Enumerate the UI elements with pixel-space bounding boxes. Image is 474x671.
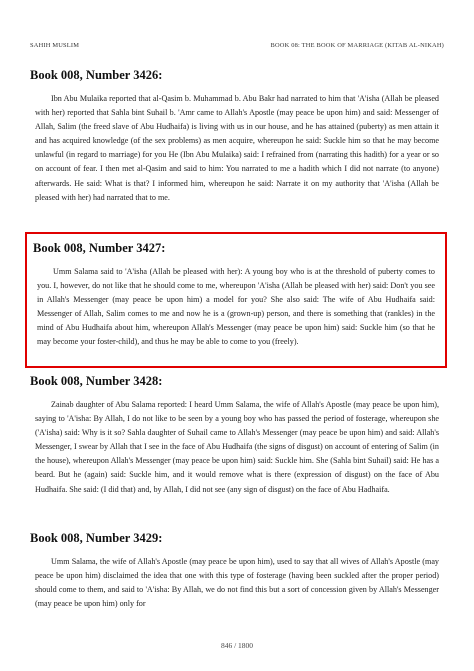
hadith-text: Umm Salama said to 'A'isha (Allah be pleased with her): A young boy who is at the threshold of puberty comes to you. I, however, do not like that he should come to me, whereupon 'A'isha (Allah be pleased with her) said: Don't you see in Allah's Messenger (may peace be upon him) a model for you? She also said: The wife of Abu Hudhaifa said: Messenger of Allah, Salim comes to me and now he is a (grown-up) person, and there is something that (rankles) in the mind of Abu Hudhaifa about him, whereupon Allah's Messenger (may peace be upon him) said: Suckle him (so that he may become your foster-child), and thus he may be able to come to you (freely). (37, 267, 435, 347)
hadith-heading: Book 008, Number 3426: (30, 68, 163, 82)
hadith-heading: Book 008, Number 3427: (33, 241, 166, 255)
running-header (30, 42, 444, 54)
page-number: 846 / 1800 (220, 641, 254, 650)
hadith-heading: Book 008, Number 3429: (30, 531, 163, 545)
hadith-text: Umm Salama, the wife of Allah's Apostle (may peace be upon him), used to say that all wives of Allah's Apostle (may peace be upon him) disclaimed the idea that one with this type of fosterage (having been suckled after the proper period) should come to them, and said to 'A'isha: By Allah, we do not find this but a sort of concession given by Allah's Messenger (may peace be upon him) only for (35, 557, 439, 609)
hadith-section (30, 68, 444, 205)
hadith-heading: Book 008, Number 3428: (30, 374, 163, 388)
hadith-text: Zainab daughter of Abu Salama reported: I heard Umm Salama, the wife of Allah's Apostle (may peace be upon him), saying to 'A'isha: By Allah, I do not like to be seen by a young boy who has passed the period of fosterage, whereupon she ('A'isha) said: Why is it so? Sahla daughter of Suhail came to Allah's Messenger (may peace be upon him) and said: Allah's Messenger, I swear by Allah that I see in the face of Abu Hudhaifa (the signs of disgust) on account of entering of Salim (in the house), whereupon Allah's Messenger (may peace be upon him) said: Suckle him. She (Sahla bint Suhail) said: He has a beard. But he (again) said: Suckle him, and it would remove what is there (expression of disgust) on the face of Abu Hudhaifa. She said: (I did that) and, by Allah, I did not see (any sign of disgust) on the face of Abu Hadhaifa. (35, 400, 439, 494)
hadith-text: Ibn Abu Mulaika reported that al-Qasim b. Muhammad b. Abu Bakr had narrated to him that 'A'isha (Allah be pleased with her) reported that Sahla bint Suhail b. 'Amr came to Allah's Apostle (may peace be upon him) and said: Messenger of Allah, Salim (the freed slave of Abu Hudhaifa) is living with us in our house, and he has attained (puberty) as men attain it and has acquired knowledge (of the sex problems) as men acquire, whereupon he said: Suckle him so that he may become unlawful (in regard to marriage) for you He (Ibn Abu Mulaika) said: I refrained from (narrating this hadith) for a year or so on account of fear. I then met al-Qasim and said to him: You narrated to me a hadith which I did not narrate (to anyone) afterwards. He said: What is that? I informed him, whereupon he said: Narrate it on my authority that 'A'isha (Allah be pleased with her) had narrated that to me. (35, 94, 439, 202)
highlighted-hadith-section (25, 232, 447, 368)
hadith-section (30, 374, 444, 497)
header-book-title: SAHIH MUSLIM (30, 42, 80, 49)
header-chapter-title: BOOK 08: THE BOOK OF MARRIAGE (KITAB AL-NIKAH) (270, 42, 444, 49)
hadith-section (30, 531, 444, 611)
